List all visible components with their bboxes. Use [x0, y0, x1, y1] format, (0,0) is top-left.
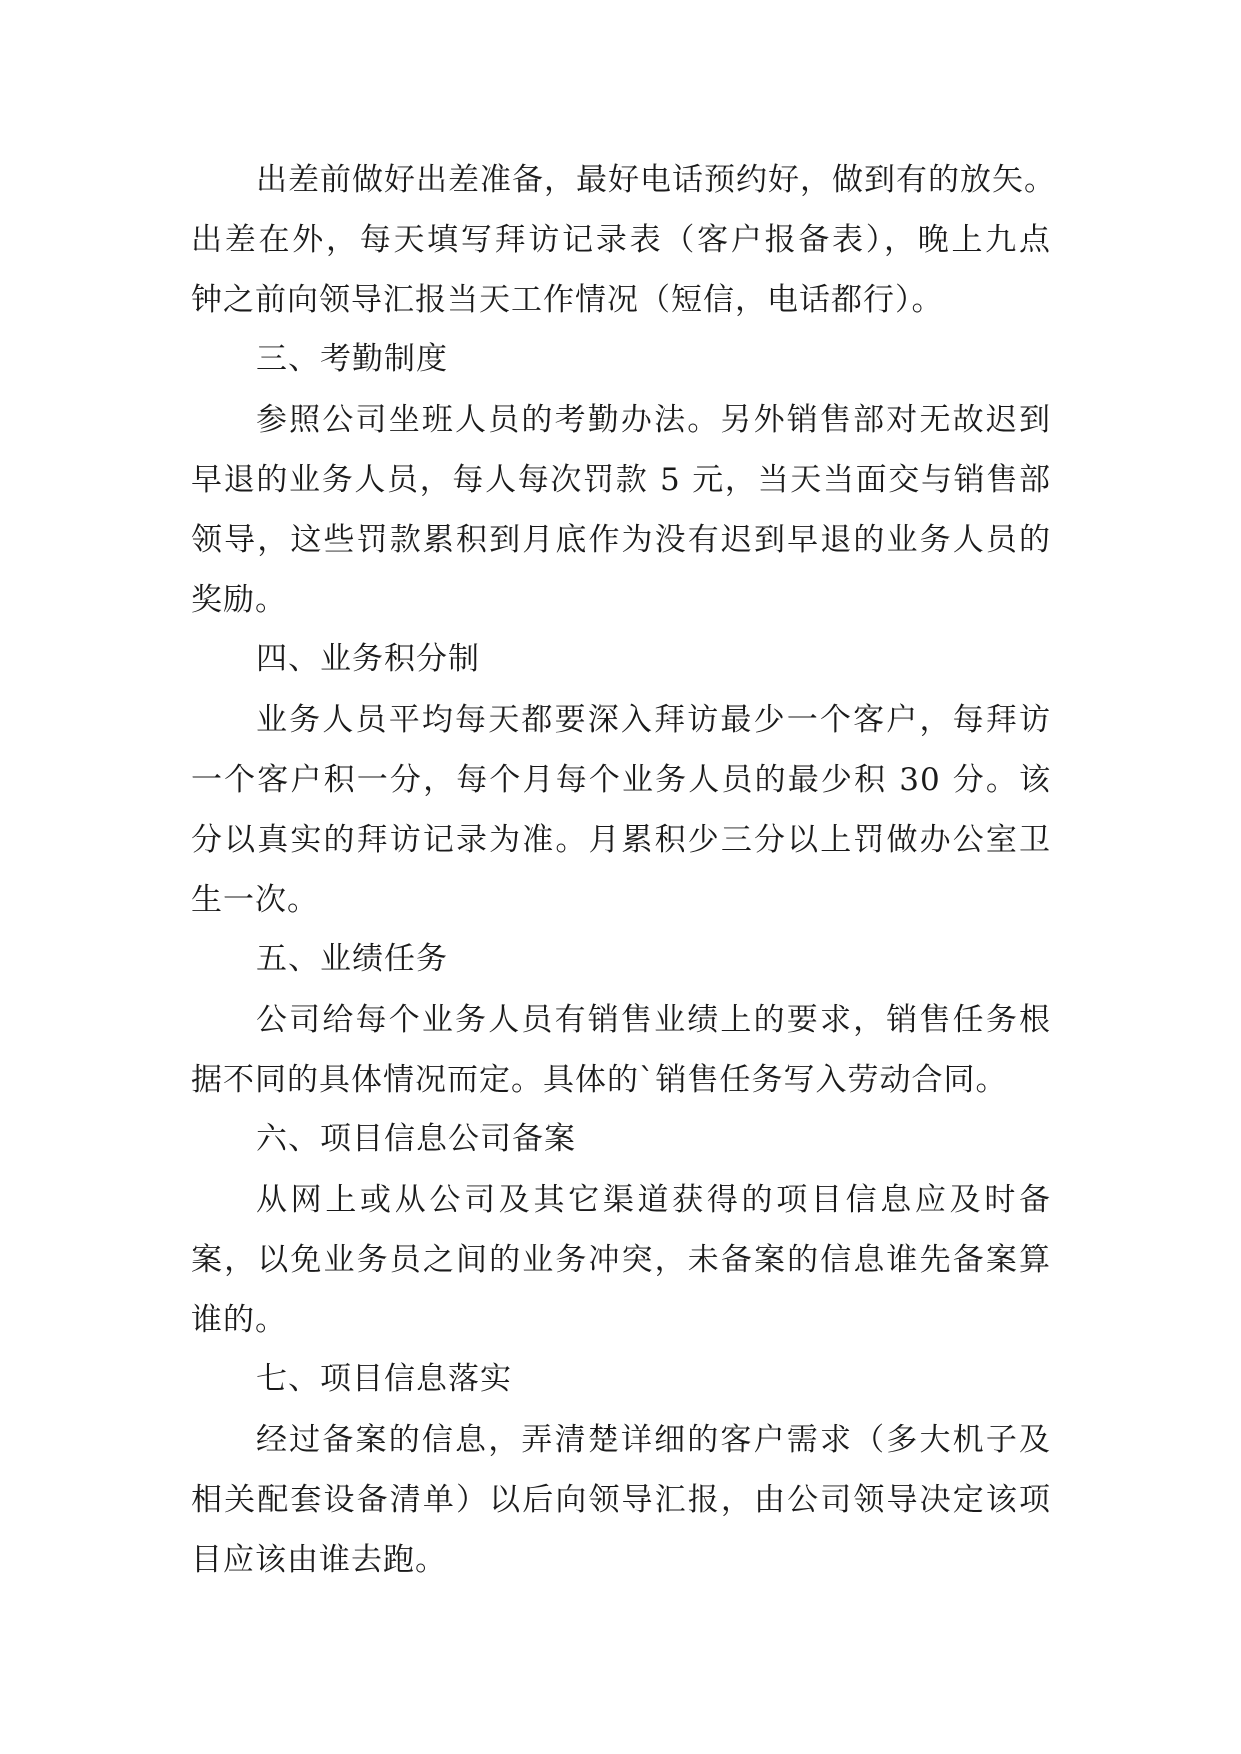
paragraph-line: 相关配套设备清单）以后向领导汇报，由公司领导决定该项: [191, 1482, 1051, 1518]
section-heading: 三、考勤制度: [256, 341, 448, 377]
paragraph-line: 钟之前向领导汇报当天工作情况（短信，电话都行）。: [191, 282, 944, 318]
paragraph-line: 案，以免业务员之间的业务冲突，未备案的信息谁先备案算: [191, 1242, 1051, 1278]
paragraph-line: 一个客户积一分，每个月每个业务人员的最少积 30 分。该: [191, 762, 1051, 798]
paragraph-line: 奖励。: [191, 582, 287, 618]
paragraph-line: 参照公司坐班人员的考勤办法。另外销售部对无故迟到: [256, 402, 1051, 438]
paragraph-line: 谁的。: [191, 1302, 287, 1338]
paragraph-line: 从网上或从公司及其它渠道获得的项目信息应及时备: [256, 1182, 1051, 1218]
paragraph-line: 出差前做好出差准备，最好电话预约好，做到有的放矢。: [256, 162, 1056, 198]
section-heading: 四、业务积分制: [256, 641, 480, 677]
paragraph-line: 生一次。: [191, 882, 319, 918]
paragraph-line: 业务人员平均每天都要深入拜访最少一个客户，每拜访: [256, 702, 1051, 738]
paragraph-line: 领导，这些罚款累积到月底作为没有迟到早退的业务人员的: [191, 522, 1051, 558]
paragraph-line: 出差在外，每天填写拜访记录表（客户报备表），晚上九点: [191, 222, 1051, 258]
section-heading: 七、项目信息落实: [256, 1361, 512, 1397]
paragraph-line: 分以真实的拜访记录为准。月累积少三分以上罚做办公室卫: [191, 822, 1051, 858]
section-heading: 六、项目信息公司备案: [256, 1121, 576, 1157]
section-heading: 五、业绩任务: [256, 941, 448, 977]
paragraph-line: 目应该由谁去跑。: [191, 1542, 447, 1578]
paragraph-line: 经过备案的信息，弄清楚详细的客户需求（多大机子及: [256, 1422, 1051, 1458]
paragraph-line: 早退的业务人员，每人每次罚款 5 元，当天当面交与销售部: [191, 462, 1051, 498]
paragraph-line: 据不同的具体情况而定。具体的`销售任务写入劳动合同。: [191, 1062, 1008, 1098]
paragraph-line: 公司给每个业务人员有销售业绩上的要求，销售任务根: [256, 1002, 1051, 1038]
